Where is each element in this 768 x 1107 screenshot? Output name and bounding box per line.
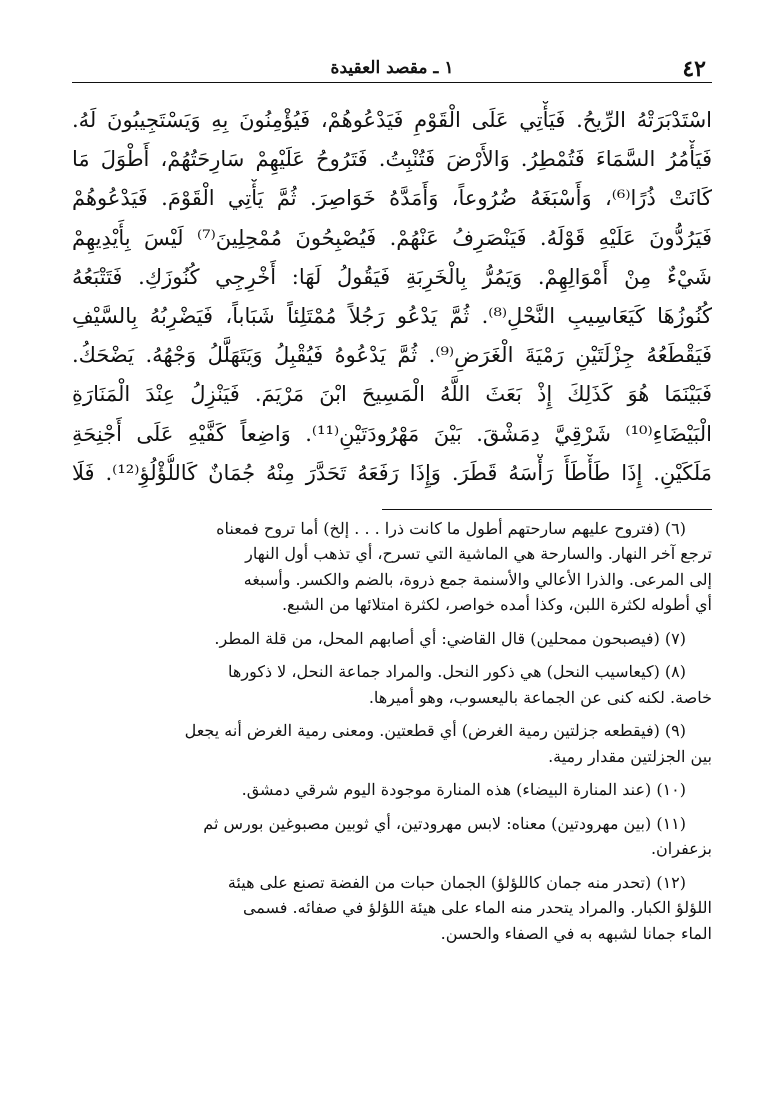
text-line: مَلَكَيْنِ. إِذَا طَأْطَأَ رَأْسَهُ قَطَرَ. وَإِذَا رَفَعَهُ تَحَدَّرَ مِنْهُ جُمَانٌ كَاللُّؤْلُؤِ⁽¹²⁾. فَلَا	[72, 460, 712, 485]
text-line: اسْتَدْبَرَتْهُ الرِّيحُ. فَيَأْتِي عَلَى الْقَوْمِ فَيَدْعُوهُمْ، فَيُؤْمِنُونَ بِهِ وَيَسْتَجِيبُونَ لَهُ.	[72, 108, 712, 132]
footnote	[72, 811, 712, 862]
footnote-line: بين الجزلتين مقدار رمية.	[548, 746, 712, 766]
footnote	[72, 659, 712, 710]
footnote-line: ترجع آخر النهار. والسارحة هي الماشية التي تسرح، أي تذهب أول النهار	[245, 544, 712, 564]
text-line: فَبَيْنَمَا هُوَ كَذَلِكَ إِذْ بَعَثَ اللَّهُ الْمَسِيحَ ابْنَ مَرْيَمَ. فَيَنْزِلُ عِنْدَ الْمَنَارَةِ	[72, 382, 712, 407]
text-line: شَيْءٌ مِنْ أَمْوَالِهِمْ. وَيَمُرُّ بِالْخَرِبَةِ فَيَقُولُ لَهَا: أَخْرِجِي كُنُوزَكِ. فَتَتْبَعُهُ	[72, 264, 712, 289]
footnote-line: (٩) (فيقطعه جزلتين رمية الغرض) أي قطعتين. ومعنى رمية الغرض أنه يجعل	[184, 721, 686, 741]
book-page	[72, 48, 712, 946]
footnote-gap	[72, 803, 712, 811]
hadith-text	[72, 101, 712, 493]
text-line: فَيَرُدُّونَ عَلَيْهِ قَوْلَهُ. فَيَنْصَرِفُ عَنْهُمْ. فَيُصْبِحُونَ مُمْحِلِينَ⁽⁷⁾ لَيْسَ بِأَيْدِيهِمْ	[72, 225, 712, 250]
footnote	[72, 516, 712, 618]
text-line: كُنُوزُهَا كَيَعَاسِيبِ النَّحْلِ⁽⁸⁾. ثُمَّ يَدْعُو رَجُلاً مُمْتَلِئاً شَبَاباً، فَيَضْرِبُهُ بِالسَّيْفِ	[72, 303, 712, 328]
footnote-line: (١٢) (تحدر منه جمان كاللؤلؤ) الجمان حبات من الفضة تصنع على هيئة	[227, 872, 686, 892]
text-line: فَيَقْطَعُهُ جِزْلَتَيْنِ رَمْيَةَ الْغَرَضِ⁽⁹⁾. ثُمَّ يَدْعُوهُ فَيُقْبِلُ وَيَتَهَلَّلُ وَجْهُهُ. يَضْحَكُ.	[72, 343, 712, 368]
footnote-gap	[72, 769, 712, 777]
footnote-gap	[72, 862, 712, 870]
footnote-line: (٨) (كيعاسيب النحل) هي ذكور النحل. والمراد جماعة النحل، لا ذكورها	[228, 662, 686, 682]
footnote-line: (٧) (فيصبحون ممحلين) قال القاضي: أي أصابهم المحل، من قلة المطر.	[214, 628, 686, 648]
footnotes	[72, 516, 712, 947]
footnote-line: اللؤلؤ الكبار. والمراد يتحدر منه الماء على هيئة اللؤلؤ في صفائه. فسمى	[242, 898, 712, 918]
footnote-line: الماء جمانا لشبهه به في الصفاء والحسن.	[440, 923, 712, 943]
footnote-line: (١٠) (عند المنارة البيضاء) هذه المنارة موجودة اليوم شرقي دمشق.	[241, 780, 686, 800]
footnote-line: إلى المرعى. والذرا الأعالي والأسنمة جمع ذروة، بالضم والكسر. وأسبغه	[243, 569, 712, 589]
text-line: الْبَيْضَاءِ⁽¹⁰⁾ شَرْقِيَّ دِمَشْقَ. بَيْنَ مَهْرُودَتَيْنِ⁽¹¹⁾. وَاضِعاً كَفَّيْهِ عَلَى أَجْنِحَةِ	[72, 421, 712, 446]
footnote-line: بزعفران.	[650, 839, 712, 859]
footnote	[72, 626, 712, 652]
footnote-line: (١١) (بين مهرودتين) معناه: لابس مهرودتين، أي ثوبين مصبوغين بورس ثم	[203, 813, 686, 833]
footnote	[72, 870, 712, 947]
footnote-line: أي أطوله لكثرة اللبن، وكذا أمده خواصر، لكثرة امتلائها من الشبع.	[281, 595, 712, 615]
footnote	[72, 718, 712, 769]
footnote-separator	[382, 509, 712, 510]
text-line: كَانَتْ ذُرًا⁽⁶⁾، وَأَسْبَغَهُ ضُرُوعاً، وَأَمَدَّهُ خَوَاصِرَ. ثُمَّ يَأْتِي الْقَوْمَ. فَيَدْعُوهُمْ	[72, 186, 712, 211]
footnote-gap	[72, 618, 712, 626]
footnote-line: (٦) (فتروح عليهم سارحتهم أطول ما كانت ذرا . . . إلخ) أما تروح فمعناه	[216, 518, 686, 538]
footnote-gap	[72, 710, 712, 718]
running-header	[72, 48, 712, 83]
chapter-title: ١ ـ مقصد العقيدة	[330, 58, 454, 78]
footnote	[72, 777, 712, 803]
footnote-gap	[72, 651, 712, 659]
page-number: ٤٢	[682, 56, 706, 82]
text-line: فَيَأْمُرُ السَّمَاءَ فَتُمْطِرُ. وَالأَرْضَ فَتُنْبِتُ. فَتَرُوحُ عَلَيْهِمْ سَارِحَتُهُمْ، أَطْوَلَ مَا	[72, 147, 712, 172]
footnote-line: خاصة. لكنه كنى عن الجماعة باليعسوب، وهو أميرها.	[368, 687, 712, 707]
